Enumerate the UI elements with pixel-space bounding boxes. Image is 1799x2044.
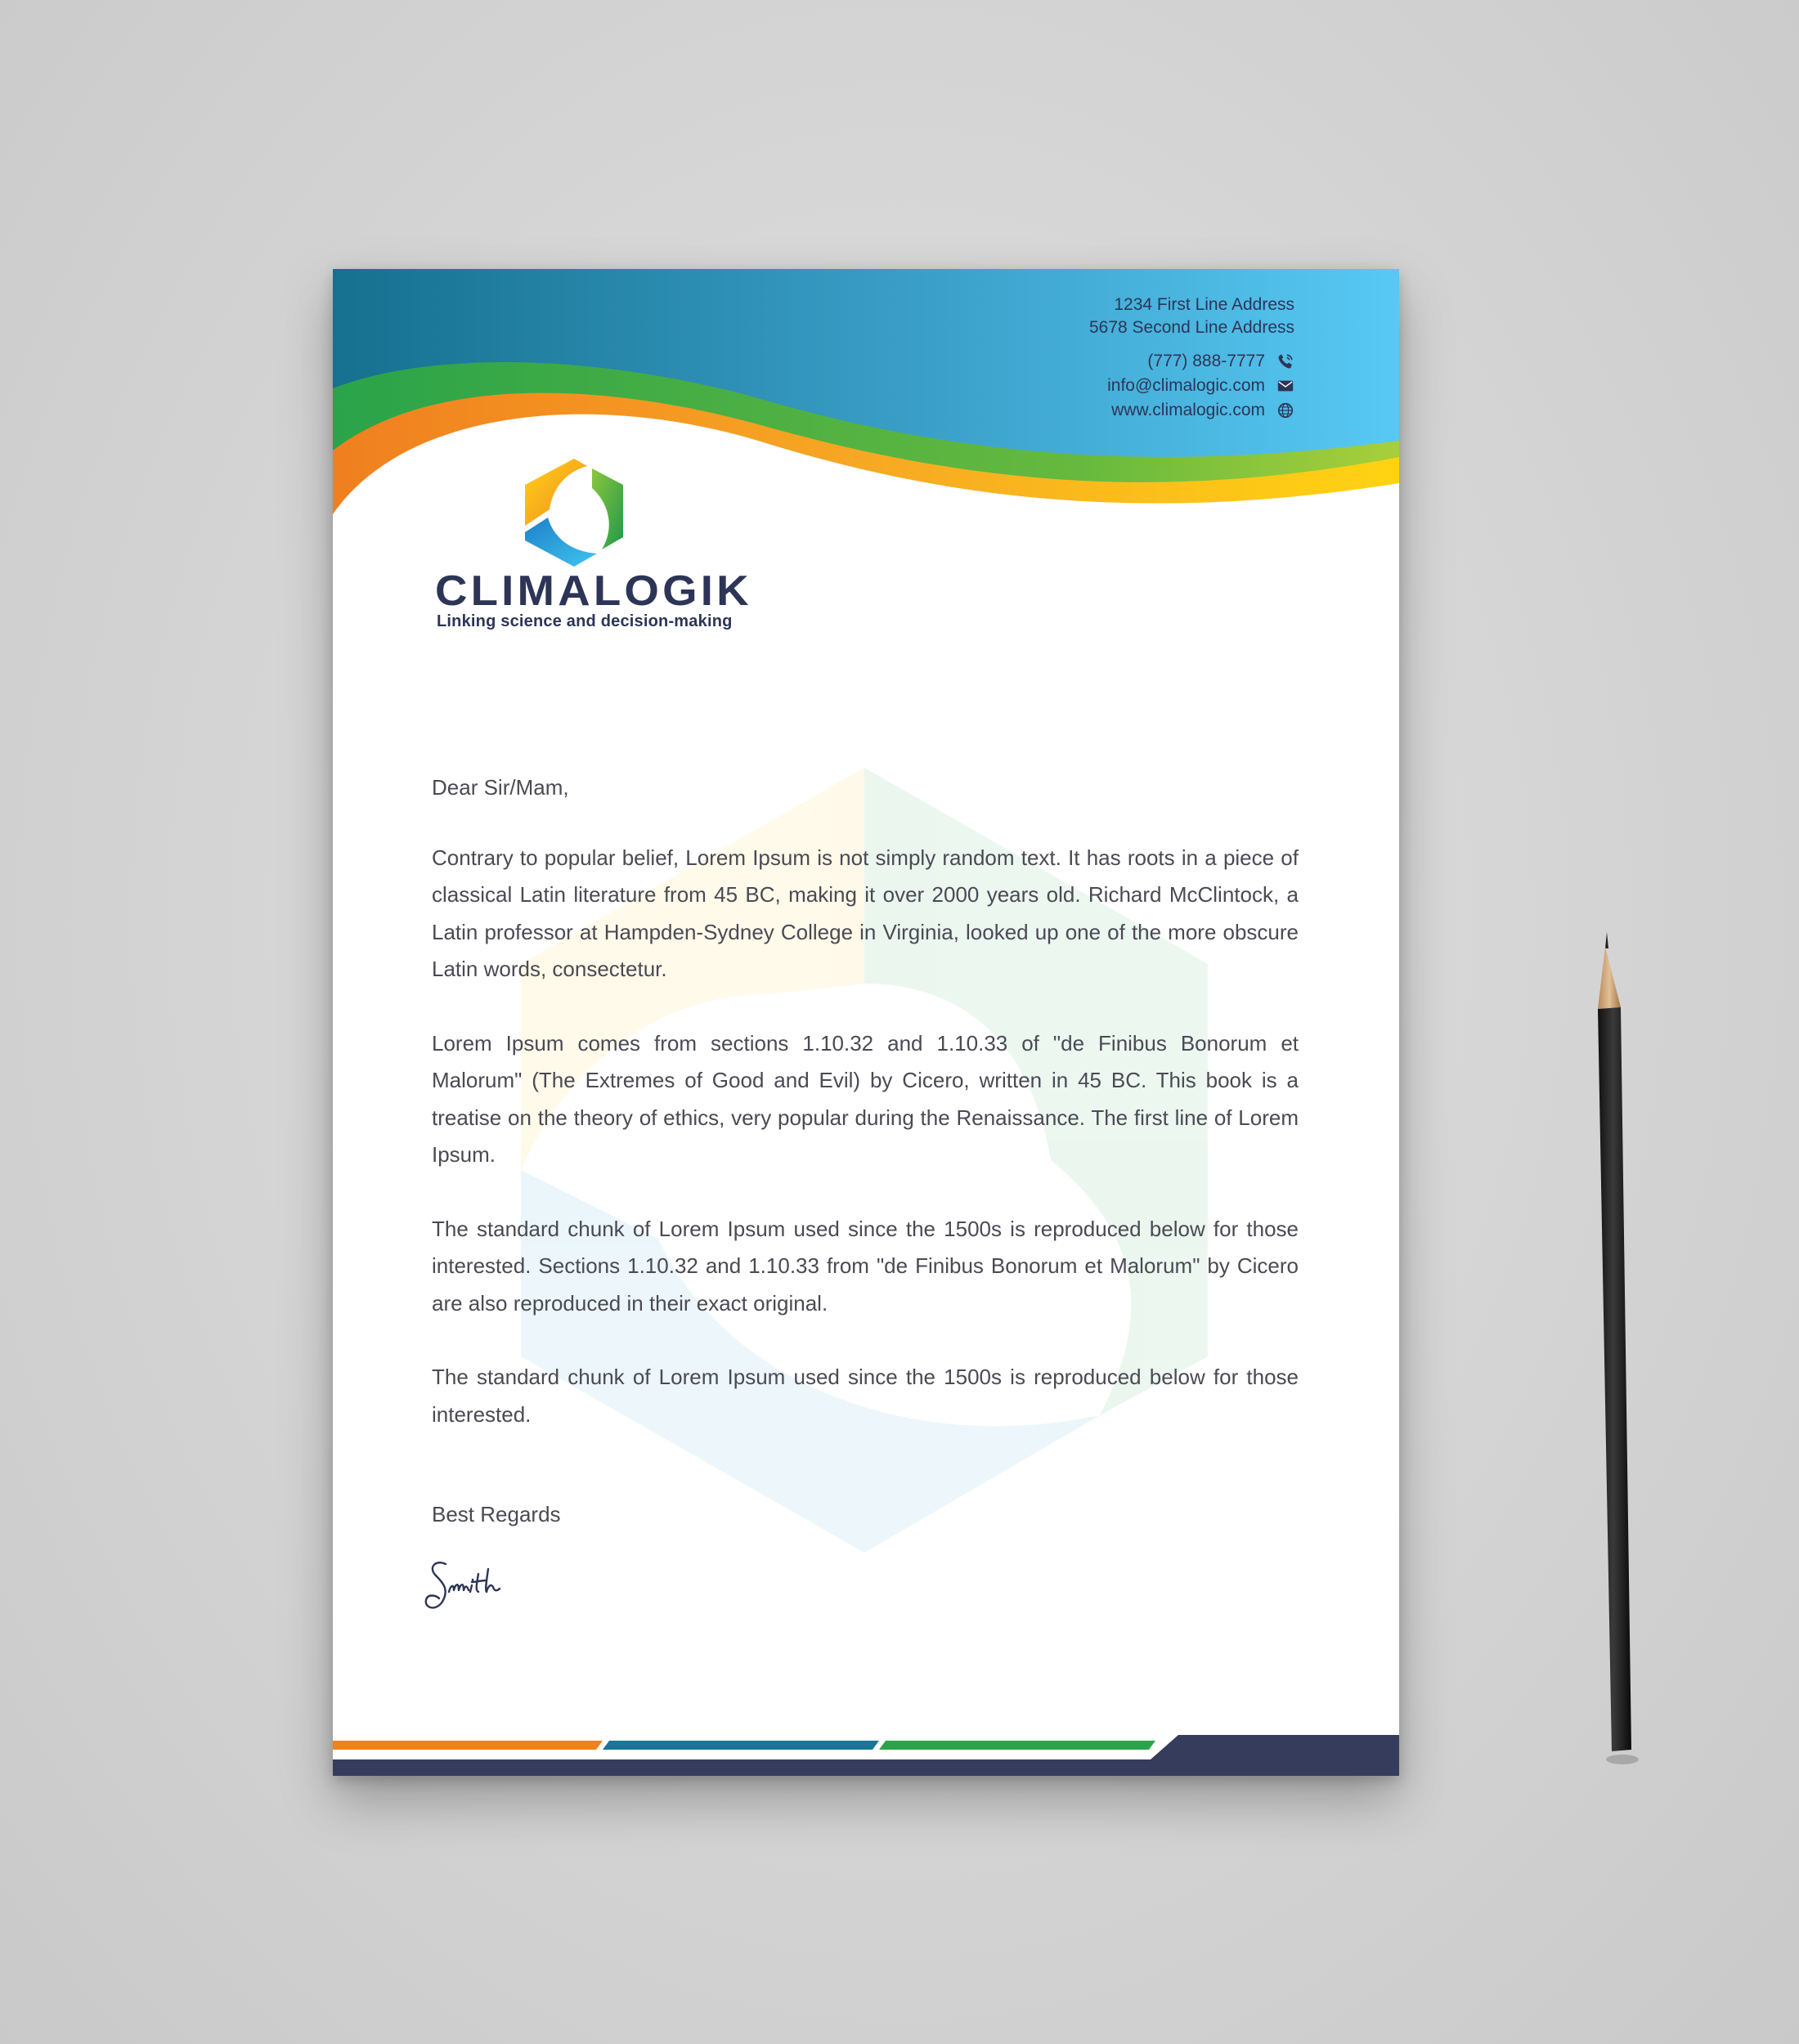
footer-blue-stripe	[603, 1741, 879, 1750]
brand-tagline: Linking science and decision-making	[437, 612, 733, 630]
email-address[interactable]: info@climalogic.com	[1107, 376, 1265, 395]
phone-row	[1089, 349, 1294, 374]
pencil-prop	[1595, 932, 1644, 1766]
letter-body	[432, 769, 1299, 1470]
globe-icon	[1276, 401, 1294, 419]
contact-block	[1089, 294, 1294, 423]
address-line-1: 1234 First Line Address	[1114, 295, 1294, 314]
footer-green-stripe	[879, 1741, 1155, 1750]
address-line-2: 5678 Second Line Address	[1088, 318, 1294, 337]
paragraph-1: Contrary to popular belief, Lorem Ipsum is not simply random text. It has roots in a piece of classical Latin literature from 45 BC, making it over 2000 years old. Richard McClintock, a Latin professor at Hampden-Sydney College in Virginia, looked up one of the more obscure Latin words, consectetur.	[432, 845, 1299, 981]
brand-name: CLIMALOGIK	[435, 567, 752, 615]
paragraph-3: The standard chunk of Lorem Ipsum used since the 1500s is reproduced below for those interested. Sections 1.10.32 and 1.10.33 from "de Finibus Bonorum et Malorum" by Cicero are also reproduced in their exact original.	[432, 1216, 1299, 1316]
paragraph-2: Lorem Ipsum comes from sections 1.10.32 and 1.10.33 of "de Finibus Bonorum et Malorum" (The Extremes of Good and Evil) by Cicero, written in 45 BC. This book is a treatise on the theory of ethics, very popular during the Renaissance. The first line of Lorem Ipsum.	[432, 1030, 1299, 1167]
website-url[interactable]: www.climalogic.com	[1111, 401, 1265, 419]
website-row	[1089, 398, 1294, 423]
letterhead-sheet	[333, 269, 1399, 1776]
footer-orange-stripe	[333, 1741, 603, 1750]
phone-number: (777) 888-7777	[1147, 352, 1265, 370]
email-row	[1089, 374, 1294, 398]
mail-icon	[1276, 377, 1294, 395]
phone-icon	[1276, 352, 1294, 370]
logo-hexagon-icon	[517, 455, 631, 570]
signature-graphic	[421, 1544, 527, 1626]
paragraph-4: The standard chunk of Lorem Ipsum used since the 1500s is reproduced below for those interested.	[432, 1365, 1299, 1427]
salutation: Dear Sir/Mam,	[432, 775, 569, 800]
company-logo	[435, 455, 770, 643]
closing-line: Best Regards	[432, 1502, 561, 1526]
footer-stripes	[333, 1735, 1399, 1776]
